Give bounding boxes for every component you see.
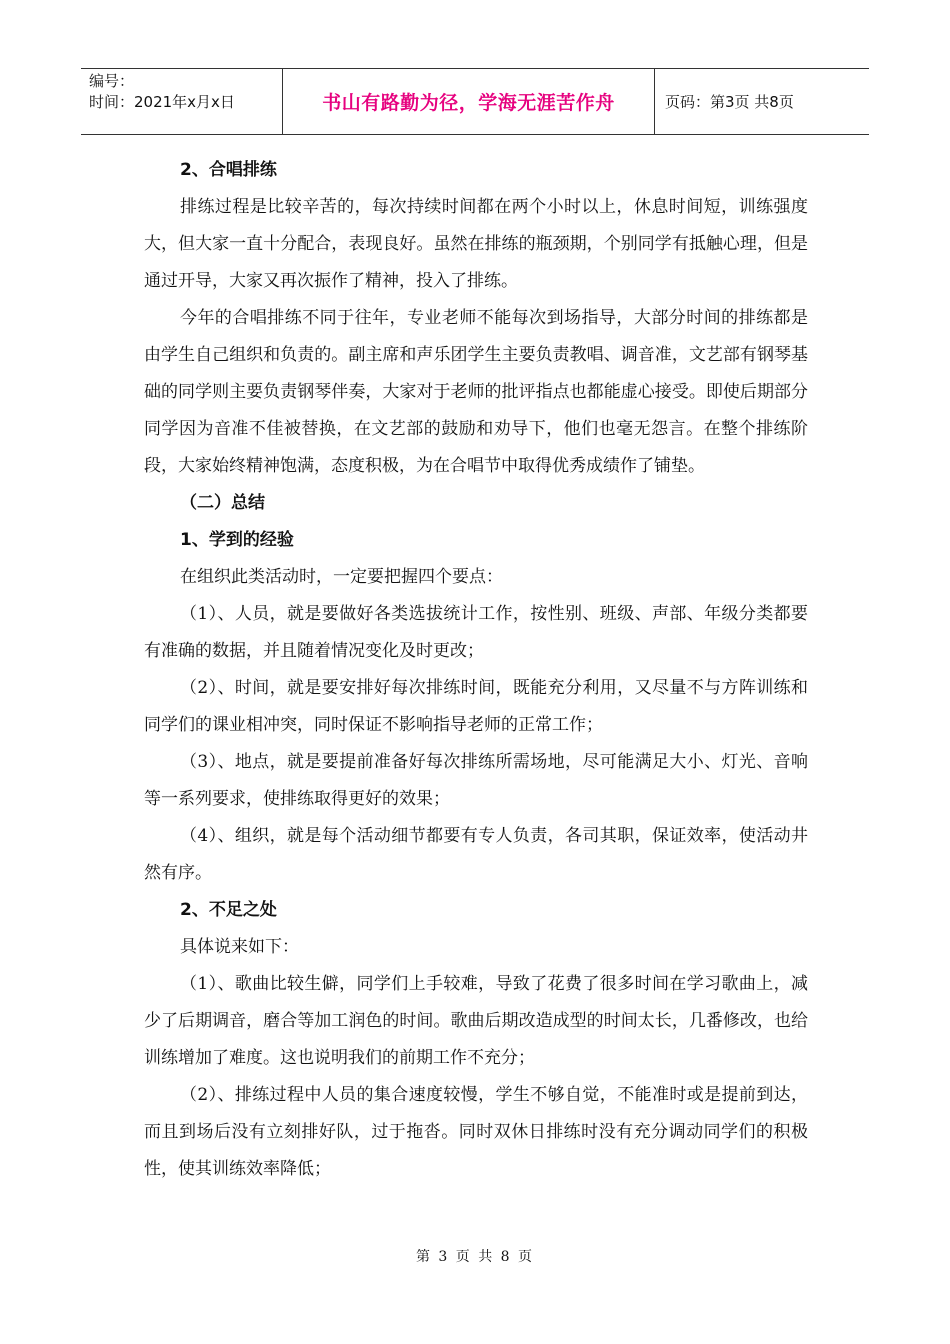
paragraph: （2）、时间，就是要安排好每次排练时间，既能充分利用，又尽量不与方阵训练和同学们的课业相冲突，同时保证不影响指导老师的正常工作； xyxy=(144,678,808,735)
paragraph: （1）、人员，就是要做好各类选拔统计工作，按性别、班级、声部、年级分类都要有准确的数据，并且随着情况变化及时更改； xyxy=(144,604,808,661)
section-heading: （二）总结 xyxy=(180,493,265,513)
header-number-label: 编号： xyxy=(89,72,135,90)
header-date-label: 时间：2021年x月x日 xyxy=(89,93,235,111)
header-meta xyxy=(81,69,282,134)
page-footer: 第 3 页 共 8 页 xyxy=(415,1249,535,1265)
section-heading: 2、合唱排练 xyxy=(180,160,277,180)
header-page-info: 页码：第3页 共8页 xyxy=(665,93,794,111)
paragraph: （2）、排练过程中人员的集合速度较慢，学生不够自觉，不能准时或是提前到达，而且到场后没有立刻排好队，过于拖沓。同时双休日排练时没有充分调动同学们的积极性，使其训练效率降低； xyxy=(144,1085,808,1179)
document-body xyxy=(144,152,808,1188)
paragraph: 具体说来如下： xyxy=(180,937,299,957)
header-motto: 书山有路勤为径，学海无涯苦作舟 xyxy=(282,69,655,134)
page-header xyxy=(81,68,869,135)
section-heading: 2、不足之处 xyxy=(180,900,277,920)
paragraph: 在组织此类活动时，一定要把握四个要点： xyxy=(180,567,503,587)
paragraph: 今年的合唱排练不同于往年，专业老师不能每次到场指导，大部分时间的排练都是由学生自己组织和负责的。副主席和声乐团学生主要负责教唱、调音准，文艺部有钢琴基础的同学则主要负责钢琴伴奏，大家对于老师的批评指点也都能虚心接受。即使后期部分同学因为音准不佳被替换，在文艺部的鼓励和劝导下，他们也毫无怨言。在整个排练阶段，大家始终精神饱满，态度积极，为在合唱节中取得优秀成绩作了铺垫。 xyxy=(144,308,808,476)
paragraph: 排练过程是比较辛苦的，每次持续时间都在两个小时以上，休息时间短，训练强度大，但大家一直十分配合，表现良好。虽然在排练的瓶颈期，个别同学有抵触心理，但是通过开导，大家又再次振作了精神，投入了排练。 xyxy=(144,197,808,291)
paragraph: （3）、地点，就是要提前准备好每次排练所需场地，尽可能满足大小、灯光、音响等一系列要求，使排练取得更好的效果； xyxy=(144,752,808,809)
paragraph: （4）、组织，就是每个活动细节都要有专人负责，各司其职，保证效率，使活动井然有序。 xyxy=(144,826,808,883)
paragraph: （1）、歌曲比较生僻，同学们上手较难，导致了花费了很多时间在学习歌曲上，减少了后期调音，磨合等加工润色的时间。歌曲后期改造成型的时间太长，几番修改，也给训练增加了难度。这也说明我们的前期工作不充分； xyxy=(144,974,808,1068)
section-heading: 1、学到的经验 xyxy=(180,530,294,550)
